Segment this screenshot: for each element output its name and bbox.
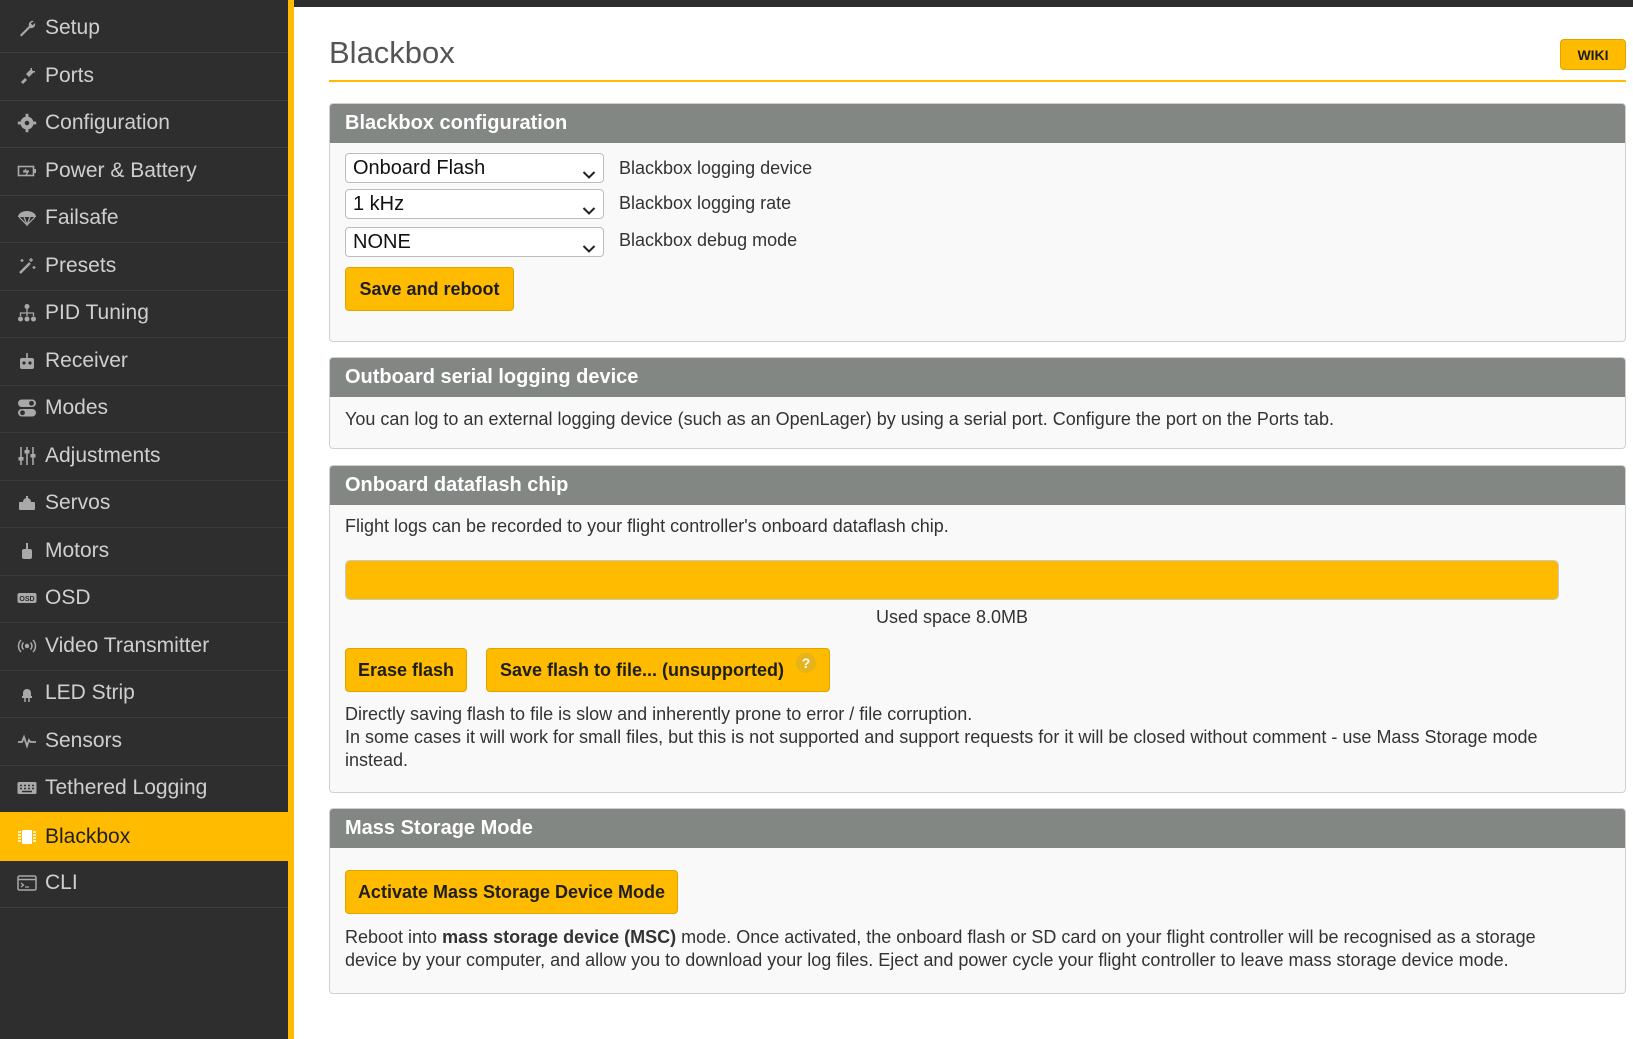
onboard-dataflash-panel — [329, 465, 1626, 793]
sidebar-item-label: Receiver — [45, 349, 128, 372]
select-value: NONE — [353, 230, 411, 253]
sidebar-item-osd[interactable] — [0, 574, 288, 623]
sidebar-item-label: OSD — [45, 586, 91, 609]
sidebar-item-label: Failsafe — [45, 206, 119, 229]
chevron-down-icon — [582, 163, 596, 173]
terminal-icon — [16, 872, 38, 894]
logging-rate-label: Blackbox logging rate — [619, 193, 792, 213]
title-divider — [329, 80, 1626, 82]
outboard-description: You can log to an external logging device (such as an OpenLager) by using a serial port. Configure the port on the Ports tab. — [345, 409, 1334, 429]
servo-icon — [16, 492, 38, 514]
msc-text-after: mode. Once activated, the onboard flash or SD card on your flight controller will be recognised as a storage device by your computer, and allow you to download your log files. Eject and power cycle your flight controller to leave mass storage device mode. — [345, 927, 1536, 970]
outboard-serial-panel — [329, 357, 1626, 449]
sliders-icon — [16, 445, 38, 467]
blackbox-configuration-panel — [329, 103, 1626, 342]
sidebar-item-modes[interactable] — [0, 384, 288, 433]
sidebar-item-power-battery[interactable] — [0, 147, 288, 196]
chip-icon — [16, 826, 38, 848]
pulse-icon — [16, 730, 38, 752]
sidebar-item-adjustments[interactable] — [0, 432, 288, 481]
toggle-icon — [16, 397, 38, 419]
sidebar-item-led-strip[interactable] — [0, 669, 288, 718]
sidebar-item-label: Blackbox — [45, 824, 131, 848]
sidebar-item-label: Servos — [45, 491, 111, 514]
sidebar-item-label: Motors — [45, 539, 110, 562]
debug-mode-select[interactable] — [345, 227, 604, 257]
sidebar-item-configuration[interactable] — [0, 99, 288, 148]
select-value: 1 kHz — [353, 192, 405, 215]
msc-text-bold: mass storage device (MSC) — [442, 927, 677, 947]
msc-text-before: Reboot into — [345, 927, 443, 947]
sidebar-item-failsafe[interactable] — [0, 194, 288, 243]
osd-icon — [16, 587, 38, 609]
sidebar-item-label: PID Tuning — [45, 301, 149, 324]
sidebar-item-blackbox[interactable] — [0, 812, 288, 861]
save-and-reboot-button[interactable]: Save and reboot — [345, 267, 514, 311]
sidebar-item-label: Setup — [45, 16, 100, 39]
logging-device-label: Blackbox logging device — [619, 158, 813, 178]
flash-warning-line-2: In some cases it will work for small files, but this is not supported and support requests for it will be closed without comment - use Mass Storage mode instead. — [345, 727, 1538, 770]
broadcast-icon — [16, 635, 38, 657]
sidebar-item-label: Configuration — [45, 111, 170, 134]
activate-mass-storage-button[interactable]: Activate Mass Storage Device Mode — [345, 870, 678, 914]
sidebar-item-cli[interactable] — [0, 859, 288, 908]
dataflash-intro: Flight logs can be recorded to your flight controller's onboard dataflash chip. — [345, 516, 949, 536]
chevron-down-icon — [582, 237, 596, 247]
flash-warning-line-1: Directly saving flash to file is slow and inherently prone to error / file corruption. — [345, 704, 973, 724]
keyboard-icon — [16, 777, 38, 799]
sidebar-item-ports[interactable] — [0, 52, 288, 101]
parachute-icon — [16, 207, 38, 229]
wrench-icon — [16, 17, 38, 39]
logging-device-select[interactable] — [345, 153, 604, 183]
sidebar-item-label: Sensors — [45, 729, 123, 752]
sidebar-item-label: Power & Battery — [45, 159, 197, 182]
sidebar-item-receiver[interactable] — [0, 337, 288, 386]
erase-flash-button[interactable]: Erase flash — [345, 648, 467, 692]
panel-title: Onboard dataflash chip — [330, 466, 1625, 505]
sidebar-item-sensors[interactable] — [0, 717, 288, 766]
sidebar-item-pid-tuning[interactable] — [0, 289, 288, 338]
mass-storage-mode-panel — [329, 808, 1626, 994]
magic-wand-icon — [16, 255, 38, 277]
main-content — [296, 7, 1633, 1039]
sidebar-item-tethered-logging[interactable] — [0, 764, 288, 813]
plug-icon — [16, 65, 38, 87]
sidebar-item-label: Presets — [45, 254, 117, 277]
sidebar-item-label: Modes — [45, 396, 109, 419]
msc-description — [345, 926, 1565, 972]
sidebar-item-motors[interactable] — [0, 527, 288, 576]
sitemap-icon — [16, 302, 38, 324]
save-flash-to-file-button[interactable] — [486, 648, 830, 692]
sidebar-item-label: Adjustments — [45, 444, 161, 467]
wiki-button[interactable]: WIKI — [1560, 39, 1626, 70]
flash-usage-bar — [345, 560, 1559, 600]
sidebar-item-label: Tethered Logging — [45, 776, 208, 799]
chevron-down-icon — [582, 199, 596, 209]
sidebar-item-label: LED Strip — [45, 681, 135, 704]
sidebar — [0, 0, 294, 1039]
led-icon — [16, 682, 38, 704]
motor-icon — [16, 540, 38, 562]
sidebar-item-label: Video Transmitter — [45, 634, 210, 657]
panel-title: Outboard serial logging device — [330, 358, 1625, 397]
debug-mode-label: Blackbox debug mode — [619, 230, 798, 250]
used-space-text: Used space 8.0MB — [875, 607, 1029, 627]
panel-title: Mass Storage Mode — [330, 809, 1625, 848]
battery-icon — [16, 160, 38, 182]
help-icon[interactable]: ? — [796, 653, 816, 673]
robot-icon — [16, 350, 38, 372]
logging-rate-select[interactable] — [345, 189, 604, 219]
sidebar-item-presets[interactable] — [0, 242, 288, 291]
sidebar-item-setup[interactable] — [0, 4, 288, 53]
sidebar-item-label: Ports — [45, 64, 95, 87]
sidebar-item-servos[interactable] — [0, 479, 288, 528]
button-label: Save flash to file... (unsupported) — [499, 659, 785, 680]
gear-icon — [16, 112, 38, 134]
flash-usage-fill — [346, 561, 1558, 599]
panel-title: Blackbox configuration — [330, 104, 1625, 143]
svg-text:OSD: OSD — [19, 596, 35, 603]
page-title: Blackbox — [329, 35, 455, 70]
sidebar-item-video-transmitter[interactable] — [0, 622, 288, 671]
sidebar-item-label: CLI — [45, 871, 78, 894]
select-value: Onboard Flash — [353, 156, 486, 179]
